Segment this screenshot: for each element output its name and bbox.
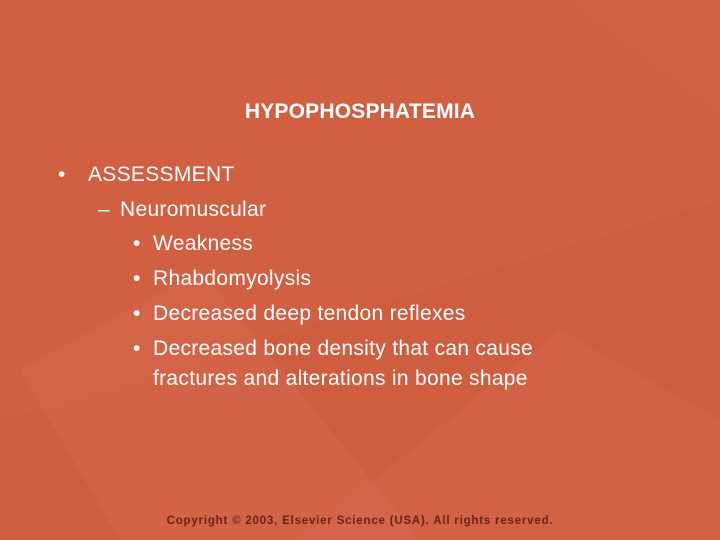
slide-title: HYPOPHOSPHATEMIA xyxy=(244,100,476,123)
copyright-footer: Copyright © 2003, Elsevier Science (USA). All rights reserved. xyxy=(166,515,554,527)
sub-bullet-marker: • xyxy=(133,267,141,290)
bullet-neuromuscular: Neuromuscular xyxy=(120,198,267,221)
sub-bullet-marker: • xyxy=(133,232,141,255)
sub-bullet-reflexes: Decreased deep tendon reflexes xyxy=(153,302,466,325)
dash-marker: – xyxy=(98,198,110,221)
sub-bullet-marker: • xyxy=(133,337,141,360)
sub-bullet-weakness: Weakness xyxy=(153,232,254,255)
sub-bullet-rhabdomyolysis: Rhabdomyolysis xyxy=(153,267,312,290)
bullet-assessment: ASSESSMENT xyxy=(88,163,235,186)
sub-bullet-marker: • xyxy=(133,302,141,325)
sub-bullet-bone-density: Decreased bone density that can cause xyxy=(153,337,534,360)
sub-bullet-bone-density-continuation: fractures and alterations in bone shape xyxy=(153,367,528,390)
bullet-marker: • xyxy=(58,163,66,186)
